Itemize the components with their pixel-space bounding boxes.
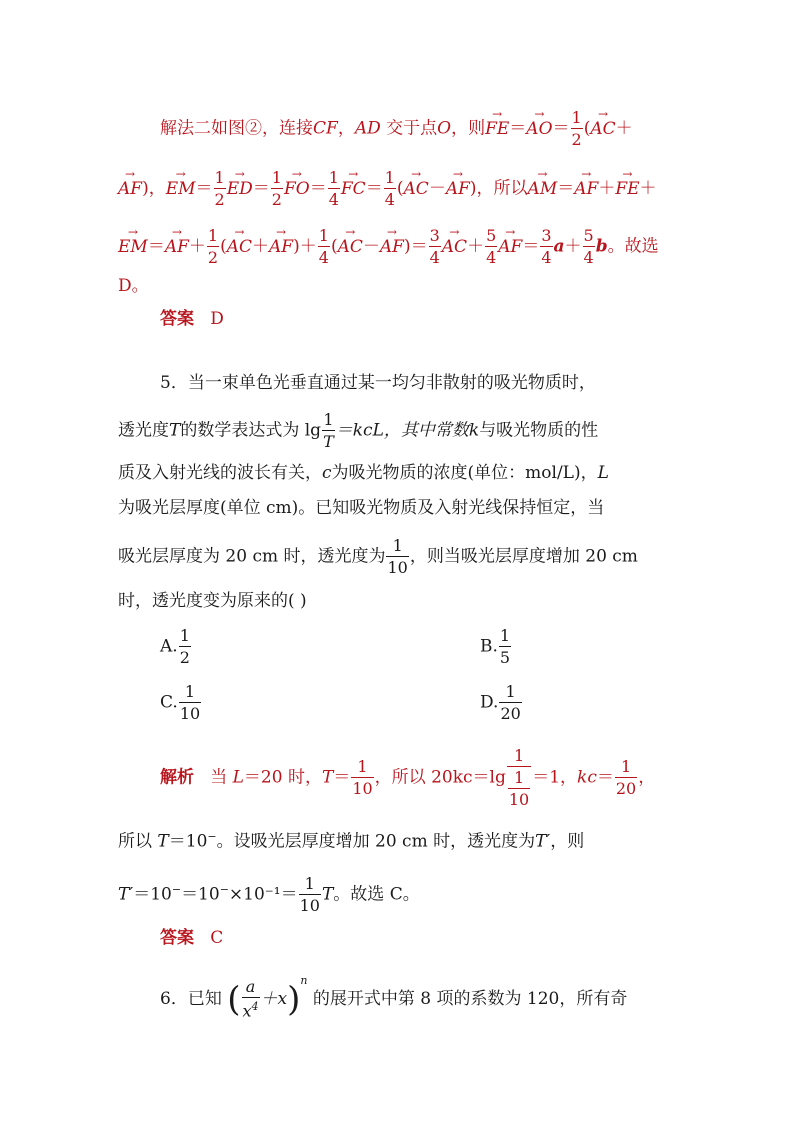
option-b [480,628,512,666]
fraction: $\frac{1}{20}$ [500,682,521,723]
text: T′ [118,884,134,905]
vector-ac: → AC [338,236,363,258]
text: ， [638,767,656,788]
text: ( [220,236,227,257]
option-c [160,684,202,722]
text: b [595,236,608,257]
vector-em: → EM [166,178,196,200]
text: ＋ [299,236,317,257]
text: ＝ [596,767,614,788]
fraction: $\frac{1}{2}$ [214,168,225,209]
text: ＝ [195,178,213,199]
text: ) [403,236,411,257]
fraction: $\frac{1}{2}$ [179,626,190,667]
text: T [321,884,334,905]
text: ( [396,178,404,199]
fraction: $\frac{3}{4}$ [541,226,552,267]
text: ＋ [615,118,633,139]
text: k [468,420,480,441]
text: ＝ [147,236,165,257]
vector-ao: → AO [526,118,552,140]
left-paren: ( [227,979,241,1020]
text: a [553,236,565,257]
text: 的展开式中第 8 项的系数为 120，所有奇 [312,989,628,1009]
vector-ed: → ED [227,178,253,200]
option-a [160,628,192,666]
text: ， [337,118,355,139]
vector-af: → AF [574,178,598,200]
question-5-line-6 [118,590,307,612]
fraction: $\frac{1}{2}$ [271,168,282,209]
text: D。 [118,276,149,296]
text: 所以 [493,178,528,199]
vector-af: → AF [498,236,522,258]
text: ＋x [260,989,288,1009]
fraction: $\frac{1}{2}$ [571,108,582,149]
text: AD [354,118,381,139]
text: )， [469,178,494,199]
text: ＝10 [181,884,220,905]
text: c [322,463,332,483]
text: ＝10 [133,884,172,905]
answer-label: 答案 [160,309,194,329]
text: ＝ [309,178,327,199]
text: 的数学表达式为 lg [180,420,322,441]
exponent: n [300,974,308,987]
option-label: D. [480,692,499,713]
question-5-line-4 [118,497,604,519]
vector-af: → AF [380,236,404,258]
fraction: $\frac{1}{4}$ [328,168,339,209]
solution-line-2 [118,170,657,208]
option-label: B. [480,636,498,657]
vector-am: → AM [528,178,558,200]
vector-em: → EM [118,236,148,258]
text: 透光度 [118,420,169,441]
text: 时，透光度变为原来的( ) [118,591,307,611]
text: ，则当吸光层厚度增加 20 cm [409,546,638,567]
text: 解法二如图②，连接 [160,118,313,139]
text: ＋ [639,178,657,199]
text: ) [293,236,300,257]
solution-5-line-2: 所以 T＝10−。设吸光层厚度增加 20 cm 时，透光度为T′，则 [118,830,585,852]
text: CF [313,118,338,139]
fraction: $\frac{1}{10}$ [299,874,320,915]
text: L [597,463,609,483]
text: T [321,767,334,788]
fraction: $\frac{1}{10}$ [387,536,408,577]
fraction: $\frac{5}{4}$ [583,226,594,267]
text: ＝20 时， [243,767,322,788]
text: 为吸光物质的浓度(单位：mol/L)， [331,463,598,483]
fraction: $\frac{1}{5}$ [499,626,511,667]
vector-ac: → AC [227,236,252,258]
vector-ac: → AC [590,118,615,140]
text: ＋ [564,236,582,257]
vector-fo: → FO [284,178,310,200]
vector-af: → AF [118,178,142,200]
text: ＝ [552,118,570,139]
solution-5-line-1 [160,748,655,808]
text: ＋ [252,236,270,257]
fraction: $\frac{1}{20}$ [615,757,637,798]
text: O [437,118,452,139]
text: ( [583,118,591,139]
text: ＝ [522,236,540,257]
answer-value: D [210,309,224,329]
fraction: $\frac{1}{T}$ [323,410,334,451]
text: 当 [210,767,228,788]
text: 交于点 [386,118,438,139]
question-5-line-1 [160,372,596,394]
text: ＋ [188,236,206,257]
text: ＝ [410,236,428,257]
text: ＝ [333,767,351,788]
text: )， [142,178,166,199]
vector-ac: → AC [404,178,429,200]
text: T [157,831,169,852]
text: 质及入射光线的波长有关， [118,463,322,483]
vector-fe: → FE [485,118,509,140]
text: ＝1， [532,767,578,788]
solution-line-1 [160,110,633,148]
right-paren: ) [287,979,301,1020]
text: ，所以 20kc＝lg [374,767,506,788]
text: 当一束单色光垂直通过某一均匀非散射的吸光物质时， [187,373,596,393]
vector-fe: → FE [615,178,639,200]
question-number: 5． [160,373,188,393]
text: kc [577,767,597,788]
text: ( [330,236,338,257]
text: 已知 [187,989,222,1009]
fraction: $\frac{3}{4}$ [429,226,440,267]
vector-fc: → FC [341,178,366,200]
text: ＝ [365,178,383,199]
vector-ac: → AC [442,236,467,258]
text: ＝ [557,178,575,199]
question-6-line-1 [160,970,627,1020]
question-5-line-2 [118,412,598,450]
text: ＝ [509,118,527,139]
fraction: $\frac{1}{10}$ [352,757,373,798]
text: 为吸光层厚度(单位 cm)。已知吸光物质及入射光线保持恒定，当 [118,498,605,518]
text: ＝ [252,178,270,199]
answer-label: 答案 [160,928,194,948]
text: 所以 [118,831,152,852]
fraction: $\frac{1}{4}$ [318,226,329,267]
solution-label: 解析 [160,767,194,788]
nested-fraction: $\frac{1}{\frac{1}{10}}$ [508,746,530,809]
text: 。故选 [607,236,659,257]
solution-line-4 [118,275,149,297]
question-5-line-5 [118,538,638,576]
text: T [169,420,181,441]
vector-af: → AF [165,236,189,258]
text: ＝10 [168,831,208,852]
answer-value: C [210,928,224,948]
question-5-line-3 [118,462,609,484]
text: 吸光层厚度为 20 cm 时，透光度为 [118,546,386,567]
fraction: $\frac{a}{x^4}$ [242,977,259,1021]
text: 。故选 C。 [333,884,420,905]
text: ×10⁻¹＝ [228,884,298,905]
option-d [480,684,523,722]
fraction: $\frac{1}{10}$ [179,682,201,723]
solution-line-3 [118,228,659,266]
text: ＋ [467,236,485,257]
option-label: C. [160,692,178,713]
text: 。设吸光层厚度增加 20 cm 时，透光度为 [216,831,536,852]
solution-5-line-3: T′＝10−＝10−×10⁻¹＝ $\frac{1}{10}$ T。故选 C。 [118,874,420,915]
text: T′ [535,831,551,852]
answer-4 [160,308,224,330]
answer-5 [160,927,223,949]
text: 与吸光物质的性 [479,420,599,441]
fraction: $\frac{5}{4}$ [486,226,497,267]
vector-af: → AF [446,178,470,200]
text: － [428,178,446,199]
vector-af: → AF [269,236,293,258]
text: ＋ [598,178,616,199]
text: L [232,767,244,788]
fraction: $\frac{1}{2}$ [207,226,219,267]
question-number: 6． [160,989,188,1009]
text: ，则 [451,118,486,139]
text: ＝kcL，其中常数 [335,420,469,441]
fraction: $\frac{1}{4}$ [384,168,395,209]
text: ，则 [550,831,585,852]
option-label: A. [160,636,178,657]
text: － [362,236,380,257]
